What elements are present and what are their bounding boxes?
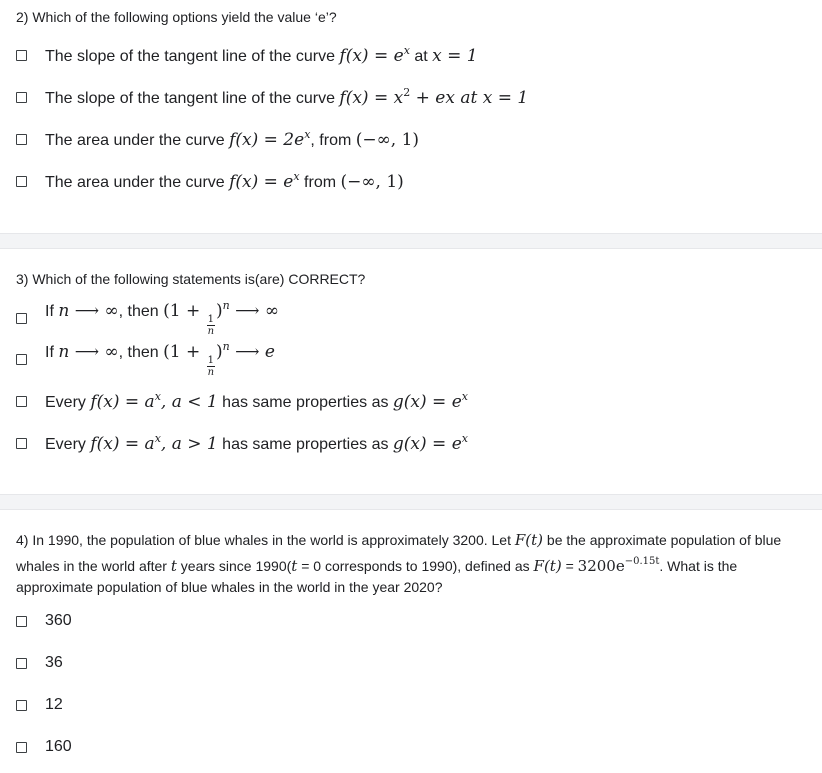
q2-option-4-label: The area under the curve $f(x) = e^x$ from (−∞, 1) (45, 170, 404, 192)
section-divider (0, 233, 822, 249)
q2-option-1-label: The slope of the tangent line of the curve $f(x) = e^x$ at x = 1 (45, 44, 478, 66)
checkbox[interactable] (16, 658, 27, 669)
checkbox[interactable] (16, 92, 27, 103)
q4-option-2[interactable] (16, 651, 63, 675)
checkbox[interactable] (16, 396, 27, 407)
q4-option-1-label: 360 (45, 612, 72, 629)
question-2-card (0, 0, 822, 233)
question-2-title: 2) Which of the following options yield the value ‘e’? (16, 9, 337, 25)
q3-option-2[interactable] (16, 340, 275, 378)
q2-option-4[interactable] (16, 169, 404, 193)
question-4-title: 4) In 1990, the population of blue whales in the world is approximately 3200. Let F(t) be the approximate population of blue whales in the world after t years since 1990(t = 0 corresponds to 1990), defined as $F(t) = 3200e^{-0.15t}$. What is the approximate population of blue whales in the world in the year 2020? (16, 531, 782, 595)
q3-option-3[interactable] (16, 389, 468, 413)
checkbox[interactable] (16, 438, 27, 449)
checkbox[interactable] (16, 700, 27, 711)
checkbox[interactable] (16, 134, 27, 145)
checkbox[interactable] (16, 313, 27, 324)
checkbox[interactable] (16, 616, 27, 627)
q3-option-3-label: Every $f(x) = a^x$, a < 1 has same properties as $g(x) = e^x$ (45, 390, 468, 412)
q3-option-1[interactable] (16, 299, 280, 337)
q4-option-3-label: 12 (45, 696, 63, 713)
q2-option-2-label: The slope of the tangent line of the curve $f(x) = x^2$ + ex at x = 1 (45, 86, 529, 108)
q4-option-2-label: 36 (45, 654, 63, 671)
question-4-card (0, 510, 822, 773)
checkbox[interactable] (16, 176, 27, 187)
checkbox[interactable] (16, 354, 27, 365)
q2-option-1[interactable] (16, 43, 478, 67)
question-3-title: 3) Which of the following statements is(are) CORRECT? (16, 271, 366, 287)
checkbox[interactable] (16, 50, 27, 61)
q4-option-1[interactable] (16, 609, 72, 633)
q3-option-4-label: Every $f(x) = a^x$, a > 1 has same properties as $g(x) = e^x$ (45, 432, 468, 454)
checkbox[interactable] (16, 742, 27, 753)
section-divider (0, 494, 822, 510)
q2-option-3-label: The area under the curve $f(x) = 2e^x$, from (−∞, 1) (45, 128, 420, 150)
q3-option-4[interactable] (16, 431, 468, 455)
q4-option-4[interactable] (16, 735, 72, 759)
q2-option-2[interactable] (16, 85, 528, 109)
q4-option-3[interactable] (16, 693, 63, 717)
q3-option-1-label: If n ⟶ ∞, then (1 + $\frac{1}{n}$ )$^n$ ⟶ ∞ (45, 299, 280, 337)
question-3-card (0, 249, 822, 494)
q4-option-4-label: 160 (45, 738, 72, 755)
q3-option-2-label: If n ⟶ ∞, then (1 + $\frac{1}{n}$ )$^n$ ⟶ e (45, 340, 275, 378)
q2-option-3[interactable] (16, 127, 419, 151)
